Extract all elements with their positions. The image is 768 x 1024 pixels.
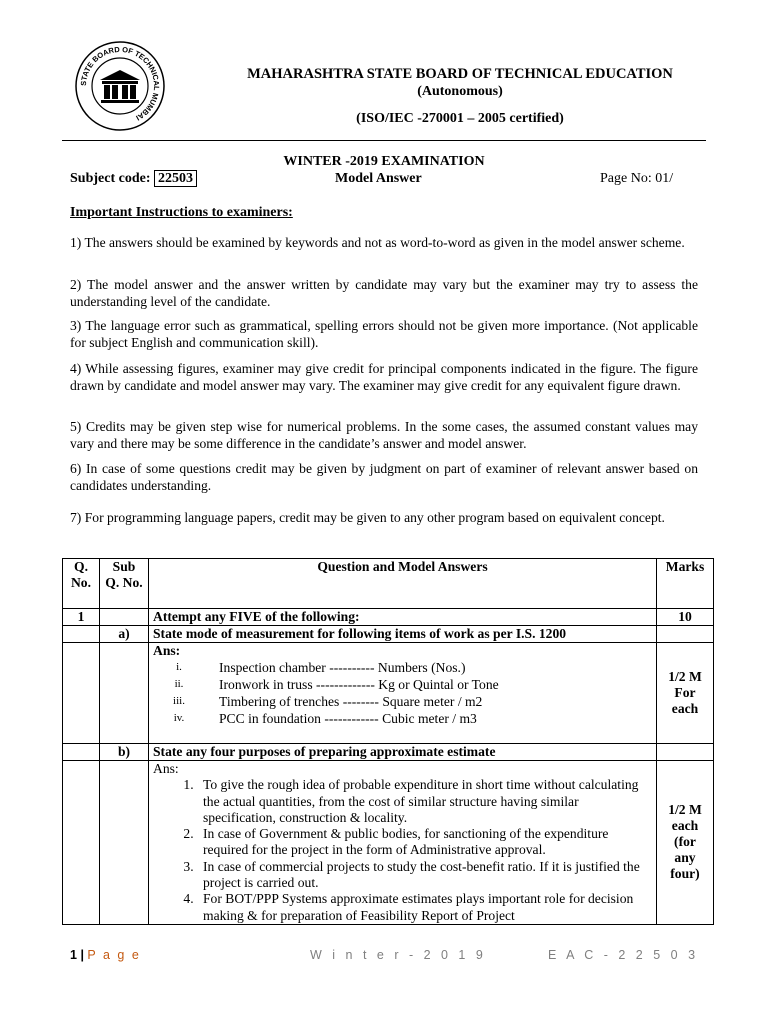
msbte-logo xyxy=(74,40,166,132)
header-qa: Question and Model Answers xyxy=(149,559,657,609)
instruction-item: 5) Credits may be given step wise for numerical problems. In the some cases, the assumed constant values may vary and there may be some difference in the candidate’s answer and model answer. xyxy=(70,419,698,451)
qa-marks: 1/2 M For each xyxy=(657,643,714,744)
instruction-item: 7) For programming language papers, credit may be given to any other program based on equivalent concept. xyxy=(70,510,665,525)
table-header-row xyxy=(63,559,714,609)
book-icon xyxy=(100,70,140,103)
answer-table xyxy=(62,558,714,925)
q1-number: 1 xyxy=(63,609,100,626)
qa-answer xyxy=(149,643,657,744)
q1-text: Attempt any FIVE of the following: xyxy=(149,609,657,626)
logo-ring-text: STATE BOARD OF TECHNICAL MUMBAI xyxy=(78,44,162,123)
autonomous-label: (Autonomous) xyxy=(417,84,503,99)
qa-ans-label: Ans: xyxy=(153,643,181,658)
footer-page: 1 | P a g e xyxy=(70,948,141,962)
table-row xyxy=(63,626,714,643)
board-name: MAHARASHTRA STATE BOARD OF TECHNICAL EDUCATION xyxy=(247,66,673,82)
instruction-item: 6) In case of some questions credit may be given by judgment on part of examiner of relevant answer based on candidates understanding. xyxy=(70,461,698,493)
qa-sub: a) xyxy=(100,626,149,643)
table-row xyxy=(63,744,714,761)
subject-code: Subject code: 22503 xyxy=(70,171,197,187)
list-item: 3. In case of commercial projects to study the cost-benefit ratio. If it is justified the project is carried out. xyxy=(197,859,652,892)
subject-code-box: 22503 xyxy=(154,170,197,187)
list-item: 1. To give the rough idea of probable expenditure in short time without calculating the actual quantities, from the cost of similar structure having similar specification, construction & locality. xyxy=(197,777,652,826)
header-divider xyxy=(62,140,706,141)
instruction-item: 1) The answers should be examined by keywords and not as word-to-word as given in the model answer scheme. xyxy=(70,235,685,250)
list-item: iii. Timbering of trenches -------- Square meter / m2 xyxy=(173,694,483,709)
list-item: 4. For BOT/PPP Systems approximate estimates plays important role for decision making & for preparation of Feasibility Report of Project xyxy=(197,891,652,924)
qb-marks: 1/2 M each (for any four) xyxy=(657,761,714,925)
page-number-label: Page No: 01/ xyxy=(600,171,674,186)
qb-sub: b) xyxy=(100,744,149,761)
table-row xyxy=(63,609,714,626)
model-answer-label: Model Answer xyxy=(335,171,422,186)
qb-question: State any four purposes of preparing approximate estimate xyxy=(149,744,657,761)
instruction-item: 4) While assessing figures, examiner may give credit for principal components indicated in the figure. The figure drawn by candidate and model answer may vary. The examiner may give credit for any equivalent figure drawn. xyxy=(70,361,698,393)
q1-marks: 10 xyxy=(657,609,714,626)
exam-title: WINTER -2019 EXAMINATION xyxy=(283,154,485,169)
instructions-title: Important Instructions to examiners: xyxy=(70,205,293,220)
list-item: ii. Ironwork in truss ------------- Kg or Quintal or Tone xyxy=(174,677,499,692)
qb-answer xyxy=(149,761,657,925)
table-row xyxy=(63,761,714,925)
list-item: iv. PCC in foundation ------------ Cubic meter / m3 xyxy=(173,711,477,726)
qb-ans-label: Ans: xyxy=(153,761,179,776)
header-sub-q: Sub Q. No. xyxy=(100,559,149,609)
qa-question: State mode of measurement for following items of work as per I.S. 1200 xyxy=(149,626,657,643)
instruction-item: 3) The language error such as grammatical, spelling errors should not be given more importance. (Not applicable for subject English and communication skill). xyxy=(70,318,698,350)
table-row xyxy=(63,643,714,744)
list-item: 2. In case of Government & public bodies, for sanctioning of the expenditure required for the project in the form of Administrative approval. xyxy=(197,826,652,859)
header-marks: Marks xyxy=(657,559,714,609)
footer-season: W i n t e r - 2 0 1 9 xyxy=(310,948,487,962)
header-q-no: Q. No. xyxy=(63,559,100,609)
list-item: i. Inspection chamber ---------- Numbers (Nos.) xyxy=(176,660,466,675)
footer-code: E A C - 2 2 5 0 3 xyxy=(548,948,699,962)
instruction-item: 2) The model answer and the answer written by candidate may vary but the examiner may try to assess the understanding level of the candidate. xyxy=(70,277,698,309)
iso-certification: (ISO/IEC -270001 – 2005 certified) xyxy=(356,111,564,126)
